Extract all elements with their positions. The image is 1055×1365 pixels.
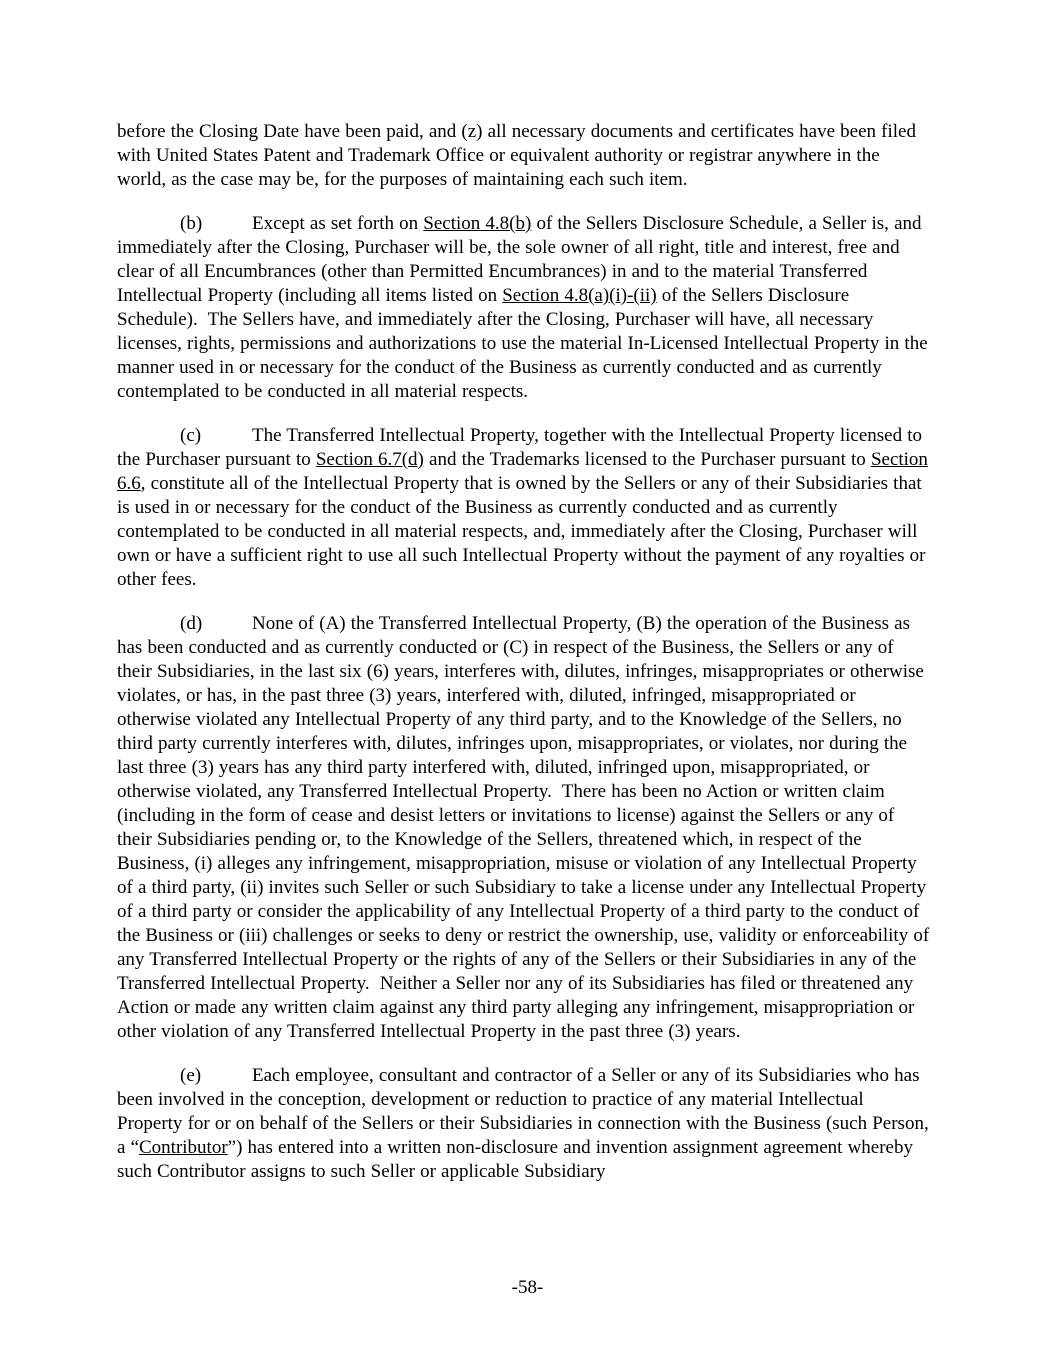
paragraph-d <box>117 612 932 1044</box>
text-run: Each employee, consultant and contractor of a Seller or any of its Subsidiaries who has been involved in the conception, development or reduction to practice of any material Intellectual Property for or on behalf of the Sellers or their Subsidiaries in connection with the Business (such Person, a “ <box>117 1065 929 1158</box>
underlined-reference: Section 6.6 <box>117 449 928 494</box>
text-run: , constitute all of the Intellectual Property that is owned by the Sellers or any of their Subsidiaries that is used in or necessary for the conduct of the Business as currently conducted and as currently contemplated to be conducted in all material respects, and, immediately after the Closing, Purchaser will own or have a sufficient right to use all such Intellectual Property without the payment of any royalties or other fees. <box>117 473 926 590</box>
paragraph-b <box>117 212 932 404</box>
paragraph-c <box>117 424 932 592</box>
paragraph-label: (d) <box>180 613 203 634</box>
underlined-reference: Section 4.8(a)(i)-(ii) <box>502 285 657 306</box>
underlined-reference: Section 6.7(d) <box>315 449 424 470</box>
paragraph-label: (e) <box>180 1065 202 1086</box>
paragraph-e <box>117 1064 932 1184</box>
document-body <box>117 120 932 1184</box>
text-run: and the Trademarks licensed to the Purchaser pursuant to <box>423 449 871 470</box>
text-run: ”) has entered into a written non-disclosure and invention assignment agreement whereby such Contributor assigns to such Seller or applicable Subsidiary <box>117 1137 913 1182</box>
paragraph-label: (c) <box>180 425 202 446</box>
text-run: Except as set forth on <box>252 213 424 234</box>
underlined-reference: Section 4.8(b) <box>423 213 532 234</box>
paragraph-continuation <box>117 120 932 192</box>
text-run: before the Closing Date have been paid, and (z) all necessary documents and certificates have been filed with United States Patent and Trademark Office or equivalent authority or registrar anywhere in the world, as the case may be, for the purposes of maintaining each such item. <box>117 121 916 190</box>
text-run: of the Sellers Disclosure Schedule, a Seller is, and immediately after the Closing, Purchaser will be, the sole owner of all right, title and interest, free and clear of all Encumbrances (other than Permitted Encumbrances) in and to the material Transferred Intellectual Property (including all items listed on <box>117 213 922 306</box>
paragraph-label: (b) <box>180 213 203 234</box>
text-run: The Transferred Intellectual Property, together with the Intellectual Property licensed to the Purchaser pursuant to <box>117 425 922 470</box>
text-run: None of (A) the Transferred Intellectual Property, (B) the operation of the Business as has been conducted and as currently conducted or (C) in respect of the Business, the Sellers or any of their Subsidiaries, in the last six (6) years, interferes with, dilutes, infringes, misappropriates or otherwise violates, or has, in the past three (3) years, interfered with, diluted, infringed, misappropriated or otherwise violated any Intellectual Property of any third party, and to the Knowledge of the Sellers, no third party currently interferes with, dilutes, infringes upon, misappropriates, or violates, nor during the last three (3) years has any third party interfered with, diluted, infringed upon, misappropriated, or otherwise violated, any Transferred Intellectual Property. There has been no Action or written claim (including in the form of cease and desist letters or invitations to license) against the Sellers or any of their Subsidiaries pending or, to the Knowledge of the Sellers, threatened which, in respect of the Business, (i) alleges any infringement, misappropriation, misuse or violation of any Intellectual Property of a third party, (ii) invites such Seller or such Subsidiary to take a license under any Intellectual Property of a third party or consider the applicability of any Intellectual Property of a third party to the conduct of the Business or (iii) challenges or seeks to deny or restrict the ownership, use, validity or enforceability of any Transferred Intellectual Property or the rights of any of the Sellers or their Subsidiaries in any of the Transferred Intellectual Property. Neither a Seller nor any of its Subsidiaries has filed or threatened any Action or made any written claim against any third party alleging any infringement, misappropriation or other violation of any Transferred Intellectual Property in the past three (3) years. <box>117 613 930 1042</box>
page-number: -58- <box>511 1277 544 1298</box>
underlined-reference: Contributor <box>139 1137 228 1158</box>
text-run: of the Sellers Disclosure Schedule). The Sellers have, and immediately after the Closing, Purchaser will have, all necessary licenses, rights, permissions and authorizations to use the material In-Licensed Intellectual Property in the manner used in or necessary for the conduct of the Business as currently conducted and as currently contemplated to be conducted in all material respects. <box>117 285 928 402</box>
